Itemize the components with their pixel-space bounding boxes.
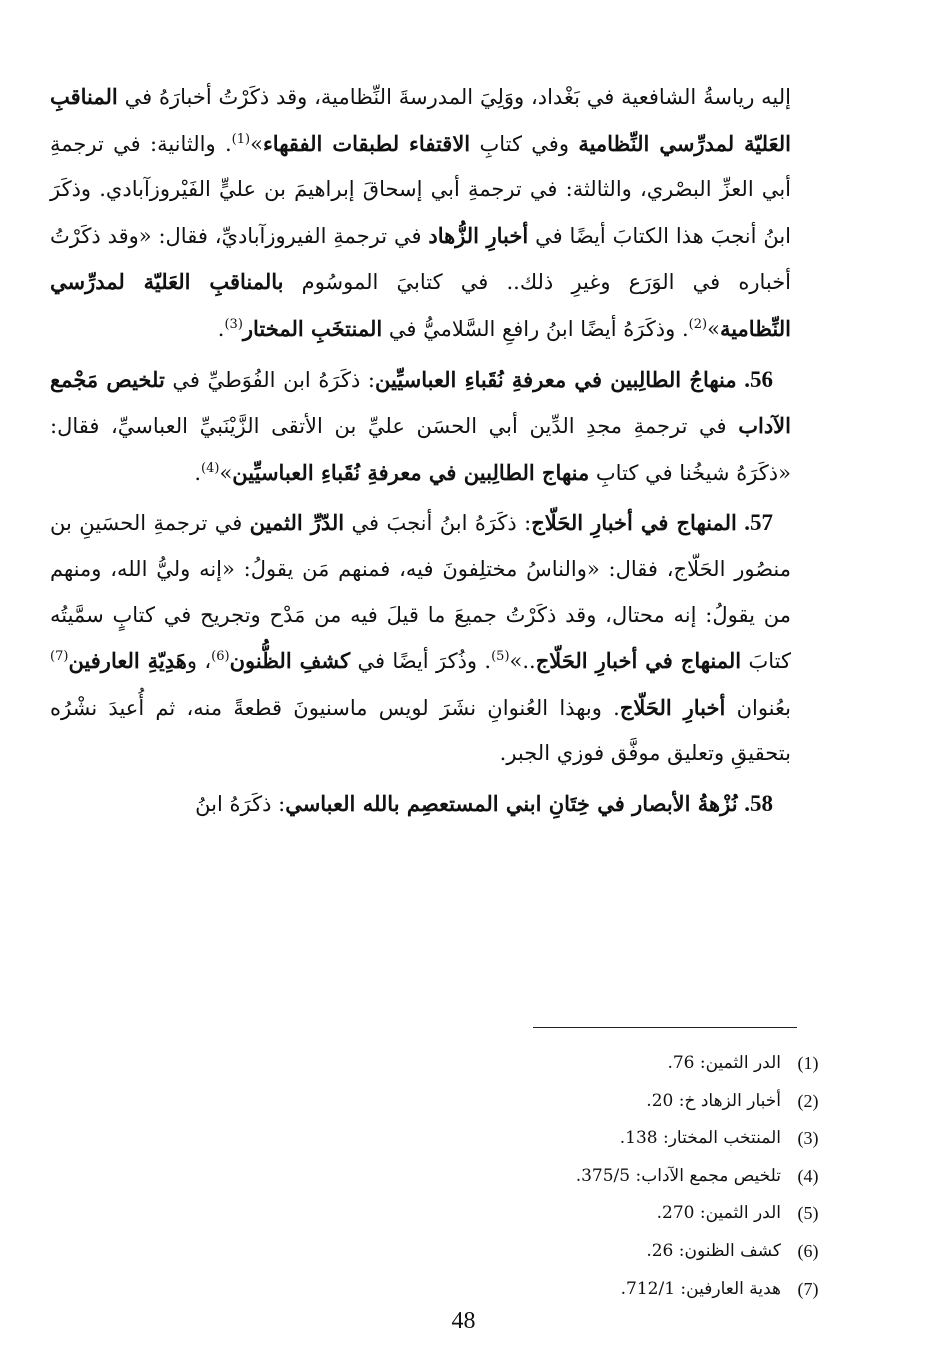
book-title: هَدِيّةِ العارفين [68,648,187,674]
entry-number: 56. [744,366,773,392]
entry-number: 57. [744,510,774,536]
book-title: أخبارِ الحَلّاج [619,694,726,720]
book-title: المنهاج في أخبارِ الحَلّاج [535,648,742,674]
footnote-divider [533,1027,797,1028]
page-body [50,74,791,832]
book-title: المنتخَبِ المختار [242,315,383,341]
page-number: 48 [451,1308,476,1334]
footnote-item: (3) المنتخب المختار: 138. [619,1128,819,1149]
footnote-item: (7) هدية العارفين: 712/1. [620,1278,819,1299]
paragraph-continued: إليه رياسةُ الشافعية في بَغْداد، ووَلِيَ المدرسةَ النِّظامية، وقد ذكَرْتُ أخبارَهُ في المناقبِ العَليّة لمدرِّسي النِّظامية وفي كتابِ الاقتفاء لطبقات الفقهاء»$^{(1)}$. والثانية: في ترجمةِ أبي العزِّ البصْري، والثالثة: في ترجمةِ أبي إسحاقَ إبراهيمَ بن عليٍّ الفَيْروزآبادي. وذكَرَ ابنُ أنجبَ هذا الكتابَ أيضًا في أخبارِ الزُّهاد في ترجمةِ الفيروزآباديِّ، فقال: «وقد ذكَرْتُ أخباره في الوَرَع وغيرِ ذلك.. في كتابيَ الموسُوم بالمناقبِ العَليّة لمدرِّسي النِّظامية»$^{(2)}$. وذكَرَهُ أيضًا ابنُ رافعِ السَّلاميُّ في المنتخَبِ المختار$^{(3)}$. [50,84,792,341]
book-title: المناقبِ العَليّة لمدرِّسي النِّظامية [50,84,791,156]
footnote-ref: (1) [231,131,251,147]
footnote-ref: (5) [491,649,510,665]
entry-title: نُزْهةُ الأبصار في خِتَانِ ابني المستعصِم بالله العباسي [285,790,738,816]
footnote-ref: (4) [201,460,220,476]
entry-56: 56. منهاجُ الطالِبين في معرفةِ نُقَباءِ العباسيِّين: ذكَرَهُ ابن الفُوَطيِّ في تلخيص مَجْمع الآداب في ترجمةِ مجدِ الدِّين أبي الحسَن عليِّ بن الأتقى الزَّيْنَبيِّ العباسيِّ، فقال: «ذكَرَهُ شيخُنا في كتابِ منهاج الطالِبين في معرفةِ نُقَباءِ العباسيِّين»$^{(4)}$. [50,366,791,485]
entry-57: 57. المنهاج في أخبارِ الحَلّاج: ذكَرَهُ ابنُ أنجبَ في الدّرِّ الثمين في ترجمةِ الحسَينِ بن منصُور الحَلّاج، فقال: «والناسُ مختلِفونَ فيه، فمنهم مَن يقولُ: «إنه وليُّ الله، ومنهم من يقولُ: إنه محتال، وقد ذكَرْتُ جميعَ ما قيلَ فيه من مَدْح وتجريح في كتابٍ سمَّيتُه كتابَ المنهاج في أخبارِ الحَلّاج..»$^{(5)}$. وذُكرَ أيضًا في كشفِ الظُّنون$^{(6)}$، وهَدِيّةِ العارفين$^{(7)}$ بعُنوان أخبارِ الحَلّاج. وبهذا العُنوانِ نشَرَ لويس ماسنيونَ قطعةً منه، ثم أُعيدَ نشْرُه بتحقيقِ وتعليق موفَّق فوزي الجبر. [50,510,791,766]
entry-title: منهاجُ الطالِبين في معرفةِ نُقَباءِ العباسيِّين [375,366,737,392]
entry-title: المنهاج في أخبارِ الحَلّاج [531,510,737,536]
footnotes [300,1045,827,1308]
entry-number: 58. [744,790,773,816]
book-title: الدّرِّ الثمين [249,510,345,536]
footnote-ref: (3) [224,316,243,332]
footnote-item: (4) تلخيص مجمع الآداب: 375/5. [575,1165,819,1186]
footnote-item: (1) الدر الثمين: 76. [667,1053,819,1073]
book-title: أخبارِ الزُّهاد [428,222,529,248]
book-title: كشفِ الظُّنون [229,648,351,674]
footnote-item: (6) كشف الظنون: 26. [646,1240,819,1261]
book-title: تلخيص مَجْمع الآداب [50,366,791,439]
book-title: بالمناقبِ العَليّة لمدرِّسي النِّظامية [50,269,791,341]
footnote-item: (5) الدر الثمين: 270. [656,1203,819,1224]
entry-58: 58. نُزْهةُ الأبصار في خِتَانِ ابني المستعصِم بالله العباسي: ذكَرَهُ ابنُ [195,790,773,816]
footnote-item: (2) أخبار الزهاد خ: 20. [646,1090,819,1111]
footnote-ref: (7) [50,649,69,665]
book-title: الاقتفاء لطبقات الفقهاء [262,130,471,156]
footnote-ref: (6) [211,649,230,665]
book-title: منهاج الطالِبين في معرفةِ نُقَباءِ العباسيِّين [232,459,590,485]
footnote-ref: (2) [688,316,708,332]
